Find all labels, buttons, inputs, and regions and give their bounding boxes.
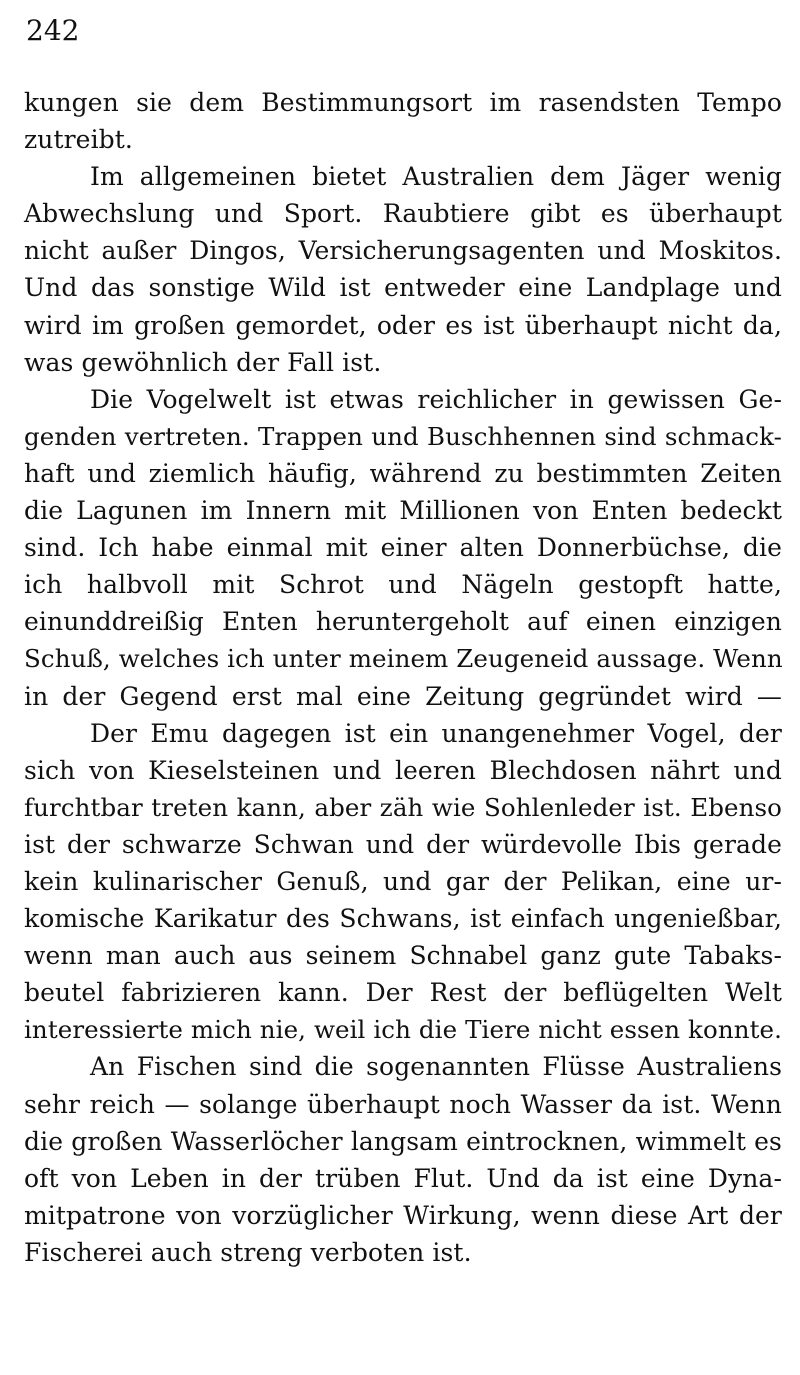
text-line: ist der schwarze Schwan und der würdevolle Ibis gerade (24, 829, 782, 859)
text-line: Und das sonstige Wild ist entweder eine Landplage und (24, 273, 782, 303)
text-line: An Fischen sind die sogenannten Flüsse Australiens (90, 1052, 782, 1082)
text-line: ich halbvoll mit Schrot und Nägeln gestopft hatte, (24, 570, 782, 600)
text-line: Im allgemeinen bietet Australien dem Jäger wenig (90, 162, 782, 192)
text-line: sehr reich — solange überhaupt noch Wasser da ist. Wenn (24, 1089, 782, 1119)
text-line: nicht außer Dingos, Versicherungsagenten und Moskitos. (24, 236, 782, 266)
text-line: mitpatrone von vorzüglicher Wirkung, wenn diese Art der (24, 1200, 782, 1230)
text-line: Fischerei auch streng verboten ist. (24, 1237, 472, 1267)
text-line: beutel fabrizieren kann. Der Rest der beflügelten Welt (24, 978, 782, 1008)
text-line: die großen Wasserlöcher langsam eintrocknen, wimmelt es (24, 1126, 782, 1156)
text-line: komische Karikatur des Schwans, ist einfach ungenießbar, (24, 904, 782, 934)
text-line: genden vertreten. Trappen und Buschhennen sind schmack- (24, 421, 782, 451)
text-line: Die Vogelwelt ist etwas reichlicher in gewissen Ge- (90, 384, 782, 414)
text-line: Abwechslung und Sport. Raubtiere gibt es überhaupt (24, 199, 782, 229)
text-line: die Lagunen im Innern mit Millionen von Enten bedeckt (24, 496, 782, 526)
text-line: Der Emu dagegen ist ein unangenehmer Vogel, der (90, 718, 782, 748)
text-line: furchtbar treten kann, aber zäh wie Sohlenleder ist. Ebenso (24, 792, 782, 822)
text-line: oft von Leben in der trüben Flut. Und da ist eine Dyna- (24, 1163, 782, 1193)
text-line: in der Gegend erst mal eine Zeitung gegründet wird — (24, 681, 782, 711)
text-line: wenn man auch aus seinem Schnabel ganz gute Tabaks- (24, 941, 782, 971)
text-line: kein kulinarischer Genuß, und gar der Pelikan, eine ur- (24, 866, 782, 896)
text-line: interessierte mich nie, weil ich die Tiere nicht essen konnte. (24, 1015, 783, 1045)
body-text (24, 84, 782, 1271)
text-line: sich von Kieselsteinen und leeren Blechdosen nährt und (24, 755, 782, 785)
text-line: was gewöhnlich der Fall ist. (24, 347, 382, 377)
text-line: zutreibt. (24, 125, 133, 155)
text-line: Schuß, welches ich unter meinem Zeugeneid aussage. Wenn (24, 644, 783, 674)
text-line: sind. Ich habe einmal mit einer alten Donnerbüchse, die (24, 533, 782, 563)
text-line: wird im großen gemordet, oder es ist überhaupt nicht da, (24, 310, 782, 340)
page-number: 242 (26, 14, 80, 47)
text-line: kungen sie dem Bestimmungsort im rasendsten Tempo (24, 88, 782, 117)
text-line: einunddreißig Enten heruntergeholt auf einen einzigen (24, 607, 782, 637)
text-line: haft und ziemlich häufig, während zu bestimmten Zeiten (24, 458, 782, 488)
